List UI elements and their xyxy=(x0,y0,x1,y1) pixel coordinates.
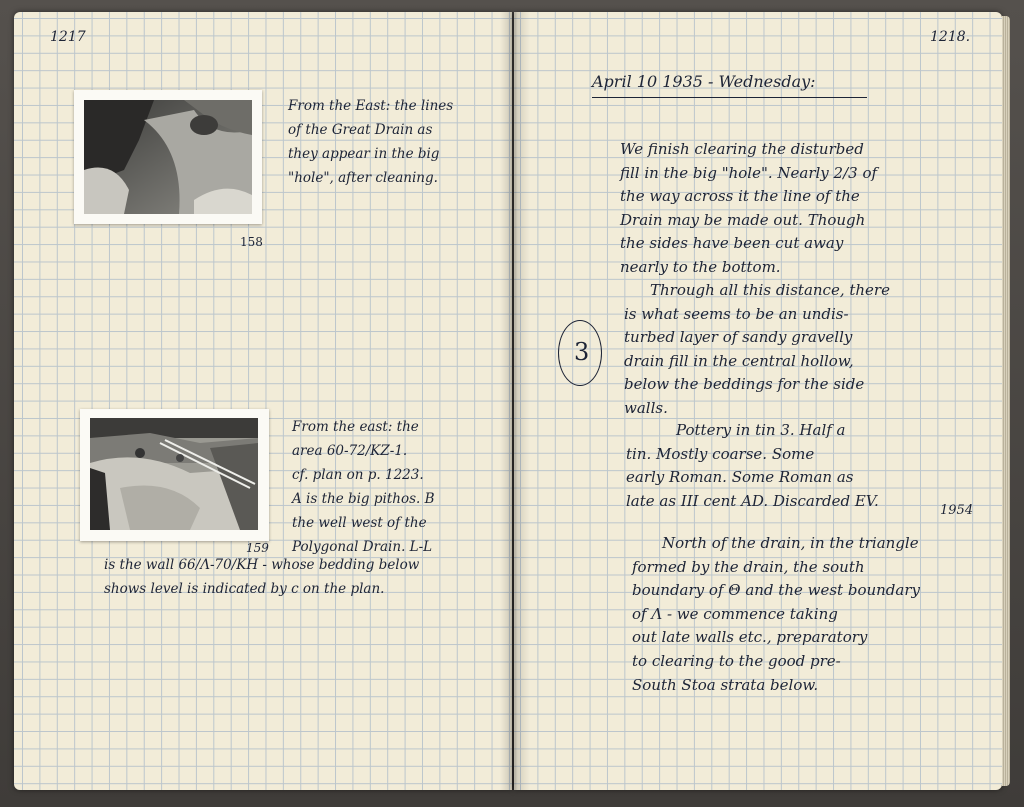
left-page-number: 1217 xyxy=(50,29,86,45)
text-line: of Λ - we commence taking xyxy=(632,604,838,623)
caption-line: A is the big pithos. B xyxy=(292,491,435,507)
text-line: walls. xyxy=(624,398,668,417)
text-line: to clearing to the good pre- xyxy=(632,651,841,670)
paragraph-2 xyxy=(624,279,890,421)
date-underline xyxy=(592,97,867,98)
text-line: turbed layer of sandy gravelly xyxy=(624,328,853,347)
right-page-number: 1218. xyxy=(930,29,971,45)
paragraph-4 xyxy=(632,532,920,697)
text-line: Pottery in tin 3. Half a xyxy=(676,421,846,439)
text-line: Through all this distance, there xyxy=(650,281,890,299)
text-line: below the beddings for the side xyxy=(624,375,865,394)
caption-line: From the East: the lines xyxy=(288,98,454,114)
caption-line: they appear in the big xyxy=(288,146,440,162)
caption-line: cf. plan on p. 1223. xyxy=(292,467,424,483)
text-line: the sides have been cut away xyxy=(620,234,844,253)
caption-line: From the east: the xyxy=(292,419,419,435)
caption-line: of the Great Drain as xyxy=(288,122,433,138)
text-line: early Roman. Some Roman as xyxy=(626,468,854,487)
text-line: tin. Mostly coarse. Some xyxy=(626,444,815,463)
text-line: nearly to the bottom. xyxy=(620,257,781,276)
text-line: drain fill in the central hollow, xyxy=(624,351,854,370)
photo-number-158: 158 xyxy=(240,235,263,249)
text-line: fill in the big "hole". Nearly 2/3 of xyxy=(620,163,878,182)
margin-number: 3 xyxy=(574,338,590,366)
caption-line: area 60-72/KZ-1. xyxy=(292,443,408,459)
year-note: 1954 xyxy=(940,503,974,518)
photo-158-caption xyxy=(288,94,453,190)
text-line: boundary of Θ and the west boundary xyxy=(632,581,920,600)
text-line: Drain may be made out. Though xyxy=(620,210,866,229)
caption-line: "hole", after cleaning. xyxy=(288,170,438,186)
excavation-photo-drain xyxy=(84,100,252,214)
text-line: formed by the drain, the south xyxy=(632,557,865,576)
paragraph-1 xyxy=(620,138,877,280)
photo-159-caption xyxy=(292,415,435,559)
photo-number-159: 159 xyxy=(246,541,269,555)
date-heading: April 10 1935 - Wednesday: xyxy=(592,72,816,91)
caption-line: Polygonal Drain. L-L xyxy=(292,539,433,555)
excavation-photo-area xyxy=(90,418,258,530)
text-line: South Stoa strata below. xyxy=(632,675,819,694)
text-line: is what seems to be an undis- xyxy=(624,304,849,323)
caption-line: the well west of the xyxy=(292,515,427,531)
photo-158 xyxy=(74,90,262,224)
text-line: out late walls etc., preparatory xyxy=(632,628,868,647)
caption-line: shows level is indicated by c on the plan. xyxy=(104,581,385,597)
photo-159 xyxy=(80,409,269,541)
page-edges xyxy=(1002,16,1010,786)
text-line: We finish clearing the disturbed xyxy=(620,140,864,158)
text-line: North of the drain, in the triangle xyxy=(662,534,919,552)
paragraph-3 xyxy=(626,419,879,513)
text-line: the way across it the line of the xyxy=(620,187,860,206)
photo-159-caption-continued xyxy=(104,553,419,601)
caption-line: is the wall 66/Λ-70/KH - whose bedding below xyxy=(104,557,420,573)
text-line: late as III cent AD. Discarded EV. xyxy=(626,491,879,510)
